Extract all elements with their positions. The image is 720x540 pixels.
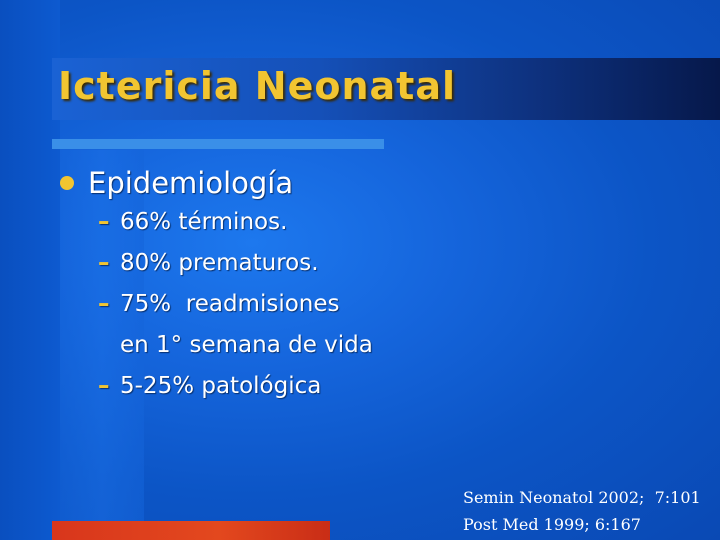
sub-bullet-continuation-text: en 1° semana de vida — [120, 332, 373, 358]
sub-bullet-text: 80% prematuros. — [120, 250, 319, 276]
sub-bullet-continuation — [98, 325, 373, 366]
title-underline-bar — [52, 139, 384, 149]
main-bullet-label: Epidemiología — [88, 166, 294, 200]
sub-bullet-text: 66% términos. — [120, 209, 288, 235]
reference-line: Post Med 1999; 6:167 — [463, 515, 641, 534]
sub-bullet-item — [98, 284, 373, 325]
dash-icon: – — [98, 373, 110, 399]
references — [463, 484, 701, 538]
sub-bullet-item — [98, 243, 373, 284]
sub-bullet-item — [98, 202, 373, 243]
left-decor-strip — [0, 0, 60, 540]
sub-bullet-item — [98, 366, 373, 407]
slide-title: Ictericia Neonatal — [58, 64, 456, 108]
main-bullet — [60, 166, 293, 200]
dash-icon: – — [98, 209, 110, 235]
bottom-accent-bar — [52, 521, 330, 540]
dash-icon: – — [98, 291, 110, 317]
sub-bullet-list — [98, 202, 373, 407]
dash-icon: – — [98, 250, 110, 276]
bullet-dot-icon — [60, 176, 74, 190]
sub-bullet-text: 75% readmisiones — [120, 291, 340, 317]
sub-bullet-text: 5-25% patológica — [120, 373, 322, 399]
reference-line: Semin Neonatol 2002; 7:101 — [463, 488, 701, 507]
